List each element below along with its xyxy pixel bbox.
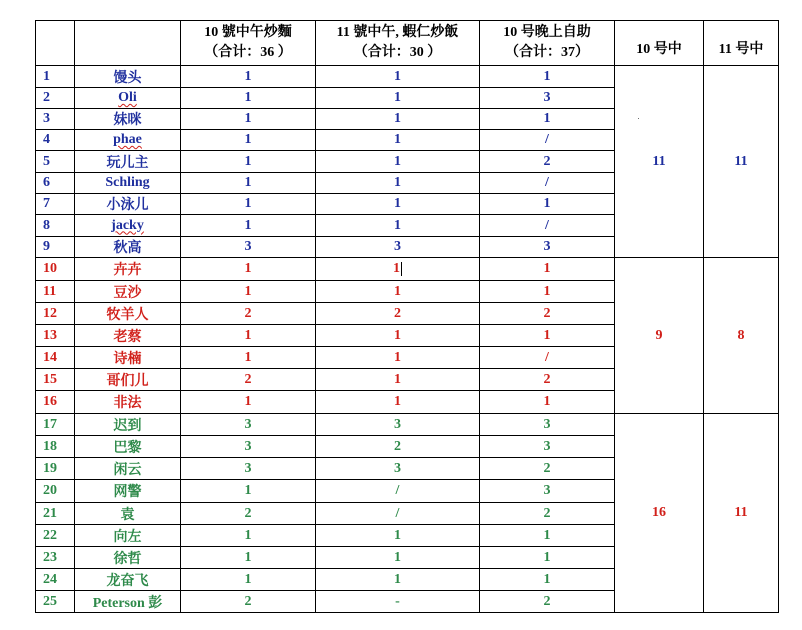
cell-10-evening-buffet (480, 194, 615, 215)
member-name-text: 豆沙 (113, 285, 142, 301)
header-10-noon-noodles (181, 21, 316, 66)
group-total-10-noon: 11 (615, 66, 704, 258)
cell-11-noon-rice-text: 1 (394, 153, 401, 169)
cell-10-evening-buffet-text: / (545, 132, 549, 147)
cell-10-noon-noodles (181, 369, 316, 391)
cell-11-noon-rice-text: 1 (394, 327, 401, 343)
cell-10-noon-noodles (181, 525, 316, 547)
cell-11-noon-rice (316, 88, 480, 109)
cell-11-noon-rice (316, 458, 480, 480)
member-name-text: Peterson 彭 (92, 595, 163, 611)
member-name (75, 547, 181, 569)
cell-10-evening-buffet (480, 130, 615, 151)
cell-11-noon-rice (316, 194, 480, 215)
cell-11-noon-rice-text: 1 (394, 371, 401, 387)
row-number-text: 12 (43, 305, 57, 321)
member-name (75, 347, 181, 369)
member-name-text: 迟到 (113, 418, 142, 434)
row-number-text: 13 (43, 327, 57, 343)
cell-10-evening-buffet-text: 1 (543, 327, 551, 343)
cell-10-evening-buffet-text: 1 (543, 261, 551, 276)
cell-10-noon-noodles (181, 151, 316, 173)
member-name-text: 玩儿主 (106, 155, 149, 171)
header-11-noon-rice (316, 21, 480, 66)
cell-10-noon-noodles-text: 1 (244, 261, 252, 276)
header-10-evening-buffet-total: （合计：37） (505, 45, 589, 60)
cell-11-noon-rice (316, 347, 480, 369)
member-name (75, 569, 181, 591)
cell-10-noon-noodles-text: 1 (244, 527, 252, 543)
cell-10-noon-noodles (181, 281, 316, 303)
stray-mark: · (637, 113, 640, 123)
cell-10-evening-buffet-text: 1 (543, 68, 551, 84)
cell-10-noon-noodles-text: 1 (244, 132, 252, 147)
cell-10-evening-buffet (480, 414, 615, 436)
row-number (36, 173, 75, 194)
cell-11-noon-rice-text: / (395, 483, 400, 498)
cell-11-noon-rice-text: - (395, 593, 400, 609)
cell-11-noon-rice-text: 3 (394, 239, 401, 254)
row-number-text: 19 (43, 460, 57, 476)
member-name-text: 袁 (120, 507, 135, 523)
table-row (36, 66, 779, 88)
row-number (36, 569, 75, 591)
member-name-text: 馒头 (113, 70, 142, 86)
cell-10-evening-buffet (480, 66, 615, 88)
cell-10-evening-buffet-text: 2 (543, 371, 551, 387)
member-name (75, 109, 181, 130)
member-name-text: 卉卉 (113, 263, 142, 278)
header-10-evening-buffet (480, 21, 615, 66)
cell-10-evening-buffet (480, 325, 615, 347)
member-name (75, 173, 181, 194)
cell-10-evening-buffet (480, 369, 615, 391)
member-name (75, 66, 181, 88)
cell-10-noon-noodles (181, 458, 316, 480)
cell-11-noon-rice (316, 547, 480, 569)
group-total-11-noon: 11 (704, 66, 779, 258)
cell-11-noon-rice (316, 173, 480, 194)
member-name-text: 巴黎 (113, 440, 142, 456)
cell-10-evening-buffet (480, 109, 615, 130)
cell-10-evening-buffet-text: 3 (543, 438, 551, 454)
cell-10-evening-buffet-text: 1 (543, 549, 551, 565)
group-total-10-noon: 9 (615, 258, 704, 414)
cell-11-noon-rice (316, 591, 480, 613)
member-name-text: 妹咪 (113, 113, 142, 128)
header-11-noon-count: 11 号中 (704, 21, 779, 66)
row-number-text: 24 (43, 571, 57, 587)
group-total-10-noon: 16 (615, 414, 704, 613)
row-number (36, 109, 75, 130)
cell-10-noon-noodles-text: 2 (244, 305, 252, 321)
member-name-text: 向左 (113, 529, 142, 545)
cell-10-noon-noodles-text: 1 (244, 111, 252, 126)
member-name (75, 591, 181, 613)
cell-10-noon-noodles-text: 1 (244, 68, 252, 84)
member-name-text: 龙奋飞 (106, 573, 149, 589)
cell-11-noon-rice-text: 1 (394, 571, 401, 587)
member-name-text: jacky (111, 217, 144, 233)
member-name-text: 老蔡 (113, 329, 142, 345)
cell-10-noon-noodles-text: 2 (244, 505, 252, 521)
cell-10-evening-buffet (480, 391, 615, 414)
row-number (36, 66, 75, 88)
cell-10-noon-noodles (181, 569, 316, 591)
cell-10-evening-buffet-text: 1 (543, 111, 551, 126)
cell-10-noon-noodles-text: 1 (244, 196, 252, 211)
cell-10-noon-noodles (181, 194, 316, 215)
row-number-text: 1 (43, 68, 50, 84)
row-number (36, 303, 75, 325)
cell-10-evening-buffet (480, 569, 615, 591)
member-name (75, 258, 181, 281)
member-name-text: 小泳儿 (106, 198, 149, 213)
cell-10-evening-buffet (480, 436, 615, 458)
cell-11-noon-rice-text: 1 (394, 283, 401, 299)
cell-10-noon-noodles (181, 130, 316, 151)
cell-10-evening-buffet-text: 2 (543, 153, 551, 169)
cell-10-noon-noodles (181, 503, 316, 525)
header-10-noon-noodles-total: （合计：36 ） (204, 45, 292, 60)
cell-10-noon-noodles (181, 215, 316, 237)
cell-10-evening-buffet-text: 3 (543, 90, 551, 105)
cell-11-noon-rice-text: 1 (394, 90, 401, 105)
row-number (36, 347, 75, 369)
cell-11-noon-rice-text: 3 (394, 416, 401, 432)
row-number-text: 20 (43, 483, 57, 498)
row-number (36, 281, 75, 303)
cell-11-noon-rice-text: 1 (394, 394, 401, 409)
row-number (36, 194, 75, 215)
row-number (36, 480, 75, 503)
cell-10-evening-buffet-text: / (545, 175, 549, 190)
table-body (36, 66, 779, 613)
cell-10-evening-buffet (480, 547, 615, 569)
cell-11-noon-rice-text: 2 (394, 438, 401, 454)
cell-10-noon-noodles-text: 3 (244, 239, 252, 254)
cell-10-evening-buffet (480, 173, 615, 194)
member-name-text: 徐哲 (113, 551, 142, 567)
cell-10-noon-noodles-text: 1 (244, 549, 252, 565)
cell-11-noon-rice (316, 258, 480, 281)
cell-10-evening-buffet-text: 3 (543, 416, 551, 432)
cell-10-evening-buffet (480, 258, 615, 281)
cell-10-evening-buffet (480, 480, 615, 503)
member-name (75, 480, 181, 503)
cell-10-noon-noodles (181, 109, 316, 130)
cell-11-noon-rice (316, 436, 480, 458)
cell-10-noon-noodles (181, 414, 316, 436)
cell-11-noon-rice-text: 1 (394, 175, 401, 190)
cell-11-noon-rice (316, 369, 480, 391)
cell-11-noon-rice-text: 3 (394, 460, 401, 476)
cell-10-evening-buffet (480, 591, 615, 613)
member-name-text: 非法 (113, 396, 142, 411)
cell-10-evening-buffet (480, 215, 615, 237)
row-number-text: 6 (43, 175, 50, 190)
row-number-text: 18 (43, 438, 57, 454)
cell-11-noon-rice-text: 1 (394, 196, 401, 211)
member-name (75, 88, 181, 109)
member-name (75, 436, 181, 458)
table-row (36, 414, 779, 436)
cell-10-noon-noodles-text: 1 (244, 90, 252, 105)
cell-11-noon-rice-text: 1 (394, 68, 401, 84)
row-number (36, 591, 75, 613)
cell-10-evening-buffet (480, 503, 615, 525)
row-number-text: 3 (43, 111, 50, 126)
row-number-text: 7 (43, 196, 50, 211)
row-number-text: 15 (43, 371, 57, 387)
row-number-text: 17 (43, 416, 57, 432)
cell-10-evening-buffet-text: / (545, 349, 549, 365)
member-name (75, 458, 181, 480)
cell-10-evening-buffet-text: 1 (543, 571, 551, 587)
cell-10-noon-noodles (181, 325, 316, 347)
cell-10-evening-buffet-text: 1 (543, 196, 551, 211)
member-name (75, 151, 181, 173)
cell-10-noon-noodles-text: 1 (244, 571, 252, 587)
cell-10-evening-buffet-text: 3 (543, 239, 551, 254)
row-number (36, 369, 75, 391)
cell-10-evening-buffet (480, 347, 615, 369)
cell-10-noon-noodles (181, 480, 316, 503)
cell-10-evening-buffet-text: 1 (543, 527, 551, 543)
member-name (75, 237, 181, 258)
cell-10-evening-buffet-text: 1 (543, 283, 551, 299)
text-cursor (401, 262, 402, 276)
cell-10-noon-noodles (181, 303, 316, 325)
cell-10-evening-buffet-text: 3 (543, 483, 551, 498)
cell-11-noon-rice-text: 1 (393, 261, 400, 276)
row-number-text: 10 (43, 261, 57, 276)
cell-10-noon-noodles-text: 1 (244, 327, 252, 343)
cell-11-noon-rice-text: 2 (394, 305, 401, 321)
group-total-11-noon: 11 (704, 414, 779, 613)
cell-11-noon-rice-text: 1 (394, 111, 401, 126)
cell-11-noon-rice (316, 569, 480, 591)
cell-10-noon-noodles (181, 436, 316, 458)
row-number (36, 503, 75, 525)
row-number (36, 547, 75, 569)
cell-11-noon-rice (316, 480, 480, 503)
cell-11-noon-rice (316, 525, 480, 547)
member-name-text: 闲云 (113, 462, 142, 478)
cell-10-noon-noodles (181, 258, 316, 281)
row-number-text: 21 (43, 505, 57, 521)
member-name (75, 281, 181, 303)
member-name (75, 215, 181, 237)
cell-10-noon-noodles (181, 547, 316, 569)
member-name (75, 525, 181, 547)
cell-11-noon-rice (316, 414, 480, 436)
row-number (36, 325, 75, 347)
row-number-text: 2 (43, 90, 50, 105)
cell-11-noon-rice (316, 281, 480, 303)
cell-10-noon-noodles (181, 66, 316, 88)
cell-10-evening-buffet (480, 237, 615, 258)
table-row (36, 258, 779, 281)
header-11-noon-rice-title: 11 號中午, 蝦仁炒飯 (336, 25, 459, 40)
row-number-text: 14 (43, 349, 57, 365)
cell-10-evening-buffet-text: 2 (543, 305, 551, 321)
cell-10-evening-buffet (480, 88, 615, 109)
cell-11-noon-rice-text: / (395, 505, 400, 521)
cell-10-noon-noodles-text: 1 (244, 394, 252, 409)
member-name (75, 391, 181, 414)
member-name-text: 牧羊人 (106, 307, 149, 323)
cell-10-noon-noodles (181, 237, 316, 258)
cell-10-noon-noodles (181, 391, 316, 414)
cell-10-noon-noodles-text: 1 (244, 283, 252, 299)
cell-10-noon-noodles-text: 1 (244, 175, 252, 190)
row-number-text: 5 (43, 153, 50, 169)
member-name (75, 369, 181, 391)
cell-10-evening-buffet-text: 2 (543, 460, 551, 476)
row-number-text: 9 (43, 239, 50, 254)
header-10-noon-count: 10 号中 (615, 21, 704, 66)
row-number (36, 391, 75, 414)
cell-10-evening-buffet (480, 281, 615, 303)
member-name (75, 194, 181, 215)
row-number (36, 525, 75, 547)
cell-10-evening-buffet-text: 1 (543, 394, 551, 409)
member-name (75, 414, 181, 436)
row-number (36, 258, 75, 281)
row-number-text: 8 (43, 217, 50, 233)
cell-10-evening-buffet-text: / (545, 217, 549, 233)
header-name (75, 21, 181, 66)
member-name-text: phae (113, 132, 142, 147)
header-10-noon-noodles-title: 10 號中午炒麵 (204, 25, 292, 40)
cell-11-noon-rice (316, 237, 480, 258)
row-number-text: 22 (43, 527, 57, 543)
cell-10-evening-buffet (480, 525, 615, 547)
cell-10-noon-noodles-text: 3 (244, 438, 252, 454)
cell-10-noon-noodles-text: 3 (244, 460, 252, 476)
cell-11-noon-rice-text: 1 (394, 132, 401, 147)
row-number (36, 130, 75, 151)
cell-10-noon-noodles-text: 2 (244, 371, 252, 387)
cell-10-evening-buffet (480, 151, 615, 173)
cell-10-noon-noodles (181, 173, 316, 194)
cell-11-noon-rice (316, 215, 480, 237)
cell-10-noon-noodles (181, 591, 316, 613)
member-name-text: Schling (105, 175, 150, 190)
cell-10-evening-buffet (480, 303, 615, 325)
header-row (36, 21, 779, 66)
header-11-noon-rice-total: （合计：30 ） (353, 45, 442, 60)
row-number (36, 436, 75, 458)
member-name-text: 诗楠 (113, 351, 142, 367)
cell-11-noon-rice-text: 1 (394, 349, 401, 365)
cell-11-noon-rice-text: 1 (394, 549, 401, 565)
row-number (36, 151, 75, 173)
member-name-text: Oli (118, 90, 137, 105)
member-name-text: 网警 (113, 485, 142, 500)
cell-11-noon-rice (316, 325, 480, 347)
row-number (36, 237, 75, 258)
cell-10-noon-noodles (181, 88, 316, 109)
cell-11-noon-rice (316, 151, 480, 173)
cell-10-noon-noodles (181, 347, 316, 369)
cell-10-noon-noodles-text: 1 (244, 217, 252, 233)
header-index (36, 21, 75, 66)
row-number-text: 4 (43, 132, 50, 147)
member-name-text: 秋高 (113, 241, 142, 256)
cell-10-noon-noodles-text: 3 (244, 416, 252, 432)
row-number (36, 88, 75, 109)
cell-11-noon-rice-text: 1 (394, 527, 401, 543)
row-number (36, 458, 75, 480)
cell-10-noon-noodles-text: 2 (244, 593, 252, 609)
cell-10-noon-noodles-text: 1 (244, 349, 252, 365)
row-number (36, 215, 75, 237)
cell-10-evening-buffet-text: 2 (543, 505, 551, 521)
cell-11-noon-rice (316, 391, 480, 414)
cell-11-noon-rice (316, 109, 480, 130)
cell-11-noon-rice (316, 130, 480, 151)
cell-11-noon-rice (316, 503, 480, 525)
cell-10-noon-noodles-text: 1 (244, 483, 252, 498)
group-total-11-noon: 8 (704, 258, 779, 414)
header-10-evening-buffet-title: 10 号晚上自助 (503, 25, 591, 40)
cell-11-noon-rice (316, 66, 480, 88)
member-name (75, 503, 181, 525)
member-name (75, 130, 181, 151)
member-name (75, 303, 181, 325)
cell-10-evening-buffet (480, 458, 615, 480)
cell-10-noon-noodles-text: 1 (244, 153, 252, 169)
cell-11-noon-rice (316, 303, 480, 325)
row-number-text: 25 (43, 593, 57, 609)
row-number-text: 23 (43, 549, 57, 565)
row-number-text: 11 (43, 283, 57, 299)
signup-table (35, 20, 779, 613)
cell-11-noon-rice-text: 1 (394, 217, 401, 233)
member-name-text: 哥们儿 (106, 373, 149, 389)
row-number-text: 16 (43, 394, 57, 409)
member-name (75, 325, 181, 347)
cell-10-evening-buffet-text: 2 (543, 593, 551, 609)
row-number (36, 414, 75, 436)
